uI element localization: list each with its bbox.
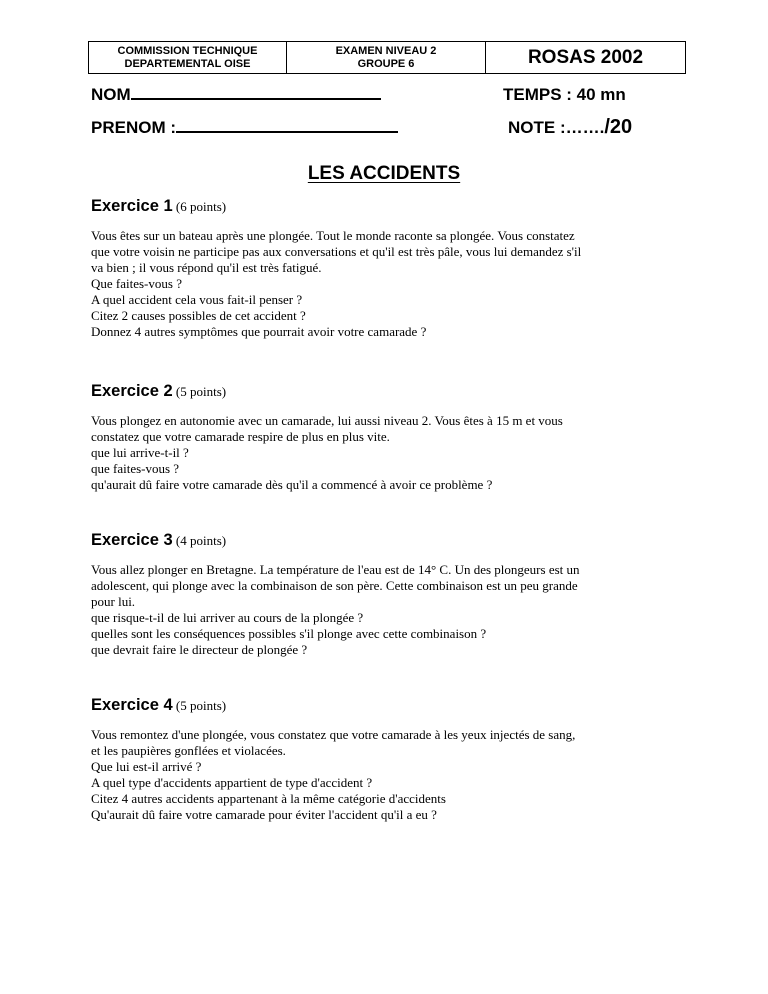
event-cell: ROSAS 2002 [527, 46, 644, 68]
prenom-label: PRENOM : [91, 118, 176, 137]
exercise-line: A quel accident cela vous fait-il penser ? [91, 292, 303, 307]
exercise-line: qu'aurait dû faire votre camarade dès qu'il a commencé à avoir ce problème ? [91, 477, 493, 492]
header-table [88, 41, 686, 74]
nom-field [91, 85, 381, 105]
exercise-title: Exercice 2 [91, 382, 173, 400]
exercise-line: que devrait faire le directeur de plongée ? [91, 642, 308, 657]
exercise-1 [91, 197, 681, 340]
exercise-title: Exercice 3 [91, 531, 173, 549]
commission-cell [89, 42, 287, 73]
exercise-line: adolescent, qui plonge avec la combinaison de son père. Cette combinaison est un peu grande [91, 578, 578, 593]
exercise-points: (5 points) [175, 384, 227, 399]
exercise-line: va bien ; il vous répond qu'il est très fatigué. [91, 260, 322, 275]
exercise-line: Que faites-vous ? [91, 276, 182, 291]
exercise-line: constatez que votre camarade respire de plus en plus vite. [91, 429, 390, 444]
exercise-line: et les paupières gonflées et violacées. [91, 743, 286, 758]
commission-line-1: COMMISSION TECHNIQUE [117, 44, 258, 57]
exam-line-2: GROUPE 6 [357, 57, 415, 70]
note-label: NOTE :……. [508, 118, 605, 137]
exercise-line: Vous remontez d'une plongée, vous constatez que votre camarade à les yeux injectés de sang, [91, 727, 576, 742]
exercise-line: Citez 4 autres accidents appartenant à la même catégorie d'accidents [91, 791, 446, 806]
exercise-line: quelles sont les conséquences possibles s'il plonge avec cette combinaison ? [91, 626, 487, 641]
nom-label: NOM [91, 85, 131, 104]
exercise-line: que lui arrive-t-il ? [91, 445, 189, 460]
page-title: LES ACCIDENTS [307, 163, 461, 184]
note-denominator: /20 [604, 116, 633, 138]
exercise-line: Vous allez plonger en Bretagne. La température de l'eau est de 14° C. Un des plongeurs est un [91, 562, 580, 577]
prenom-blank [176, 130, 398, 133]
nom-blank [131, 97, 381, 100]
exam-line-1: EXAMEN NIVEAU 2 [335, 44, 437, 57]
exercise-2 [91, 382, 681, 493]
exercise-title: Exercice 4 [91, 696, 173, 714]
exam-cell [287, 42, 486, 73]
exercise-line: Vous plongez en autonomie avec un camarade, lui aussi niveau 2. Vous êtes à 15 m et vous [91, 413, 563, 428]
commission-line-2: DEPARTEMENTAL OISE [124, 57, 251, 70]
exercise-points: (4 points) [175, 533, 227, 548]
exercise-title: Exercice 1 [91, 197, 173, 215]
exercise-points: (5 points) [175, 698, 227, 713]
exercise-line: Vous êtes sur un bateau après une plongée. Tout le monde raconte sa plongée. Vous constatez [91, 228, 575, 243]
note-field [508, 116, 632, 139]
exercise-line: pour lui. [91, 594, 136, 609]
prenom-field [91, 118, 398, 138]
temps-label: TEMPS : 40 mn [503, 85, 626, 104]
exercise-line: que faites-vous ? [91, 461, 180, 476]
exercise-line: Donnez 4 autres symptômes que pourrait avoir votre camarade ? [91, 324, 427, 339]
exercise-line: Que lui est-il arrivé ? [91, 759, 202, 774]
exercise-3 [91, 531, 681, 658]
exercise-line: que votre voisin ne participe pas aux conversations et qu'il est très pâle, vous lui demandez s'il [91, 244, 582, 259]
exercise-line: Qu'aurait dû faire votre camarade pour éviter l'accident qu'il a eu ? [91, 807, 437, 822]
exercise-line: que risque-t-il de lui arriver au cours de la plongée ? [91, 610, 364, 625]
exercise-4 [91, 696, 681, 823]
exercise-line: A quel type d'accidents appartient de type d'accident ? [91, 775, 373, 790]
exercise-points: (6 points) [175, 199, 227, 214]
exercise-line: Citez 2 causes possibles de cet accident ? [91, 308, 306, 323]
